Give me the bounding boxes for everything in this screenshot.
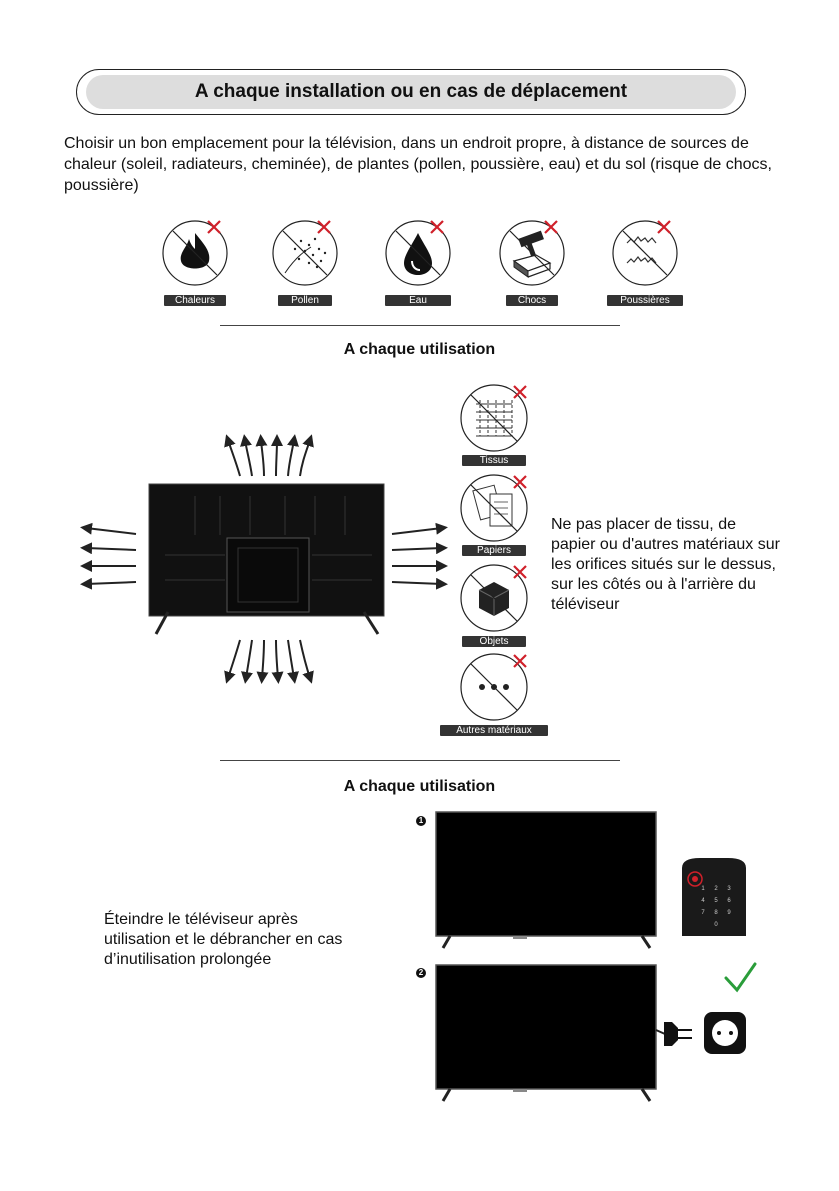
power-off-instruction: Éteindre le téléviseur après utilisation et le débrancher en cas d’inutilisation prolongée <box>104 911 343 968</box>
page-title-text: A chaque installation ou en cas de déplacement <box>194 81 628 102</box>
material-label-paper: Papiers <box>462 545 526 556</box>
remote-key-6: 6 <box>727 898 731 904</box>
remote-key-8: 8 <box>714 910 718 916</box>
tv-front-1 <box>436 812 656 948</box>
ventilation-instruction: Ne pas placer de tissu, de papier ou d'autres matériaux sur les orifices situés sur le dessus, sur les côtés ou à l'arrière du téléviseur <box>551 516 780 613</box>
remote-control <box>682 858 746 936</box>
hazard-label-heat: Chaleurs <box>164 295 226 306</box>
remote-key-0: 0 <box>714 922 718 928</box>
plug-icon <box>656 1022 692 1046</box>
remote-key-7: 7 <box>701 910 705 916</box>
hazard-label-pollen: Pollen <box>278 295 332 306</box>
hazard-label-dust: Poussières <box>607 295 683 306</box>
section-title-usage-2: A chaque utilisation <box>343 778 496 795</box>
remote-key-9: 9 <box>727 910 731 916</box>
hazard-label-shocks: Chocs <box>506 295 558 306</box>
remote-key-1: 1 <box>701 886 705 892</box>
wall-socket-icon <box>704 1012 746 1054</box>
remote-key-4: 4 <box>701 898 705 904</box>
material-label-objects: Objets <box>462 636 526 647</box>
checkmark-icon <box>726 964 755 990</box>
remote-key-3: 3 <box>727 886 731 892</box>
material-label-fabric: Tissus <box>462 455 526 466</box>
tv-front-2 <box>436 965 656 1101</box>
step-2-badge: 2 <box>416 968 426 978</box>
remote-key-5: 5 <box>714 898 718 904</box>
section-title-usage-1: A chaque utilisation <box>343 341 496 358</box>
intro-paragraph: Choisir un bon emplacement pour la télévision, dans un endroit propre, à distance de sources de chaleur (soleil, radiateurs, cheminée), de plantes (pollen, poussière, eau) et du sol (risque de chocs, poussière) <box>64 135 772 194</box>
step-1-badge: 1 <box>416 816 426 826</box>
remote-key-2: 2 <box>714 886 718 892</box>
material-label-other: Autres matériaux <box>440 725 548 736</box>
hazard-label-water: Eau <box>385 295 451 306</box>
